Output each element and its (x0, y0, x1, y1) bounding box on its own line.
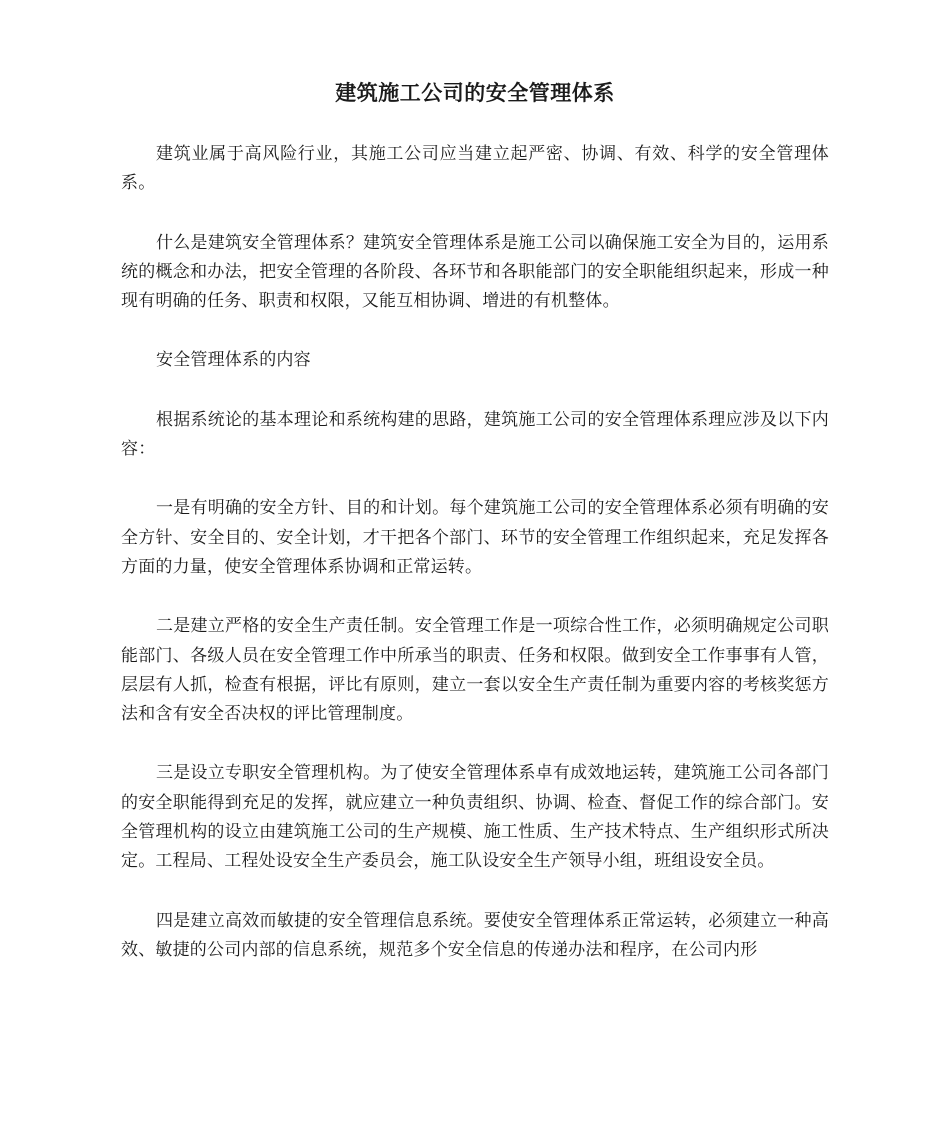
paragraph-content-lead: 根据系统论的基本理论和系统构建的思路，建筑施工公司的安全管理体系理应涉及以下内容： (121, 409, 829, 460)
paragraph-item-3: 三是设立专职安全管理机构。为了使安全管理体系卓有成效地运转，建筑施工公司各部门的安全职能得到充足的发挥，就应建立一种负责组织、协调、检查、督促工作的综合部门。安全管理机构的设立由建筑施工公司的生产规模、施工性质、生产技术特点、生产组织形式所决定。工程局、工程处设安全生产委员会，施工队设安全生产领导小组，班组设安全员。 (121, 763, 829, 872)
document-title: 建筑施工公司的安全管理体系 (335, 81, 615, 105)
paragraph-item-1: 一是有明确的安全方针、目的和计划。每个建筑施工公司的安全管理体系必须有明确的安全方针、安全目的、安全计划，才干把各个部门、环节的安全管理工作组织起来，充足发挥各方面的力量，使安全管理体系协调和正常运转。 (121, 498, 829, 577)
paragraph-section-heading: 安全管理体系的内容 (156, 350, 311, 371)
paragraph-item-2: 二是建立严格的安全生产责任制。安全管理工作是一项综合性工作，必须明确规定公司职能部门、各级人员在安全管理工作中所承当的职责、任务和权限。做到安全工作事事有人管，层层有人抓，检查有根据，评比有原则，建立一套以安全生产责任制为重要内容的考核奖惩方法和含有安全否决权的评比管理制度。 (121, 616, 829, 725)
paragraph-definition: 什么是建筑安全管理体系？建筑安全管理体系是施工公司以确保施工安全为目的，运用系统的概念和办法，把安全管理的各阶段、各环节和各职能部门的安全职能组织起来，形成一种现有明确的任务、职责和权限，又能互相协调、增进的有机整体。 (121, 232, 829, 312)
paragraph-intro: 建筑业属于高风险行业，其施工公司应当建立起严密、协调、有效、科学的安全管理体系。 (121, 144, 829, 194)
document-page (121, 76, 829, 995)
paragraph-item-4: 四是建立高效而敏捷的安全管理信息系统。要使安全管理体系正常运转，必须建立一种高效、敏捷的公司内部的信息系统，规范多个安全信息的传递办法和程序，在公司内形 (121, 910, 829, 960)
